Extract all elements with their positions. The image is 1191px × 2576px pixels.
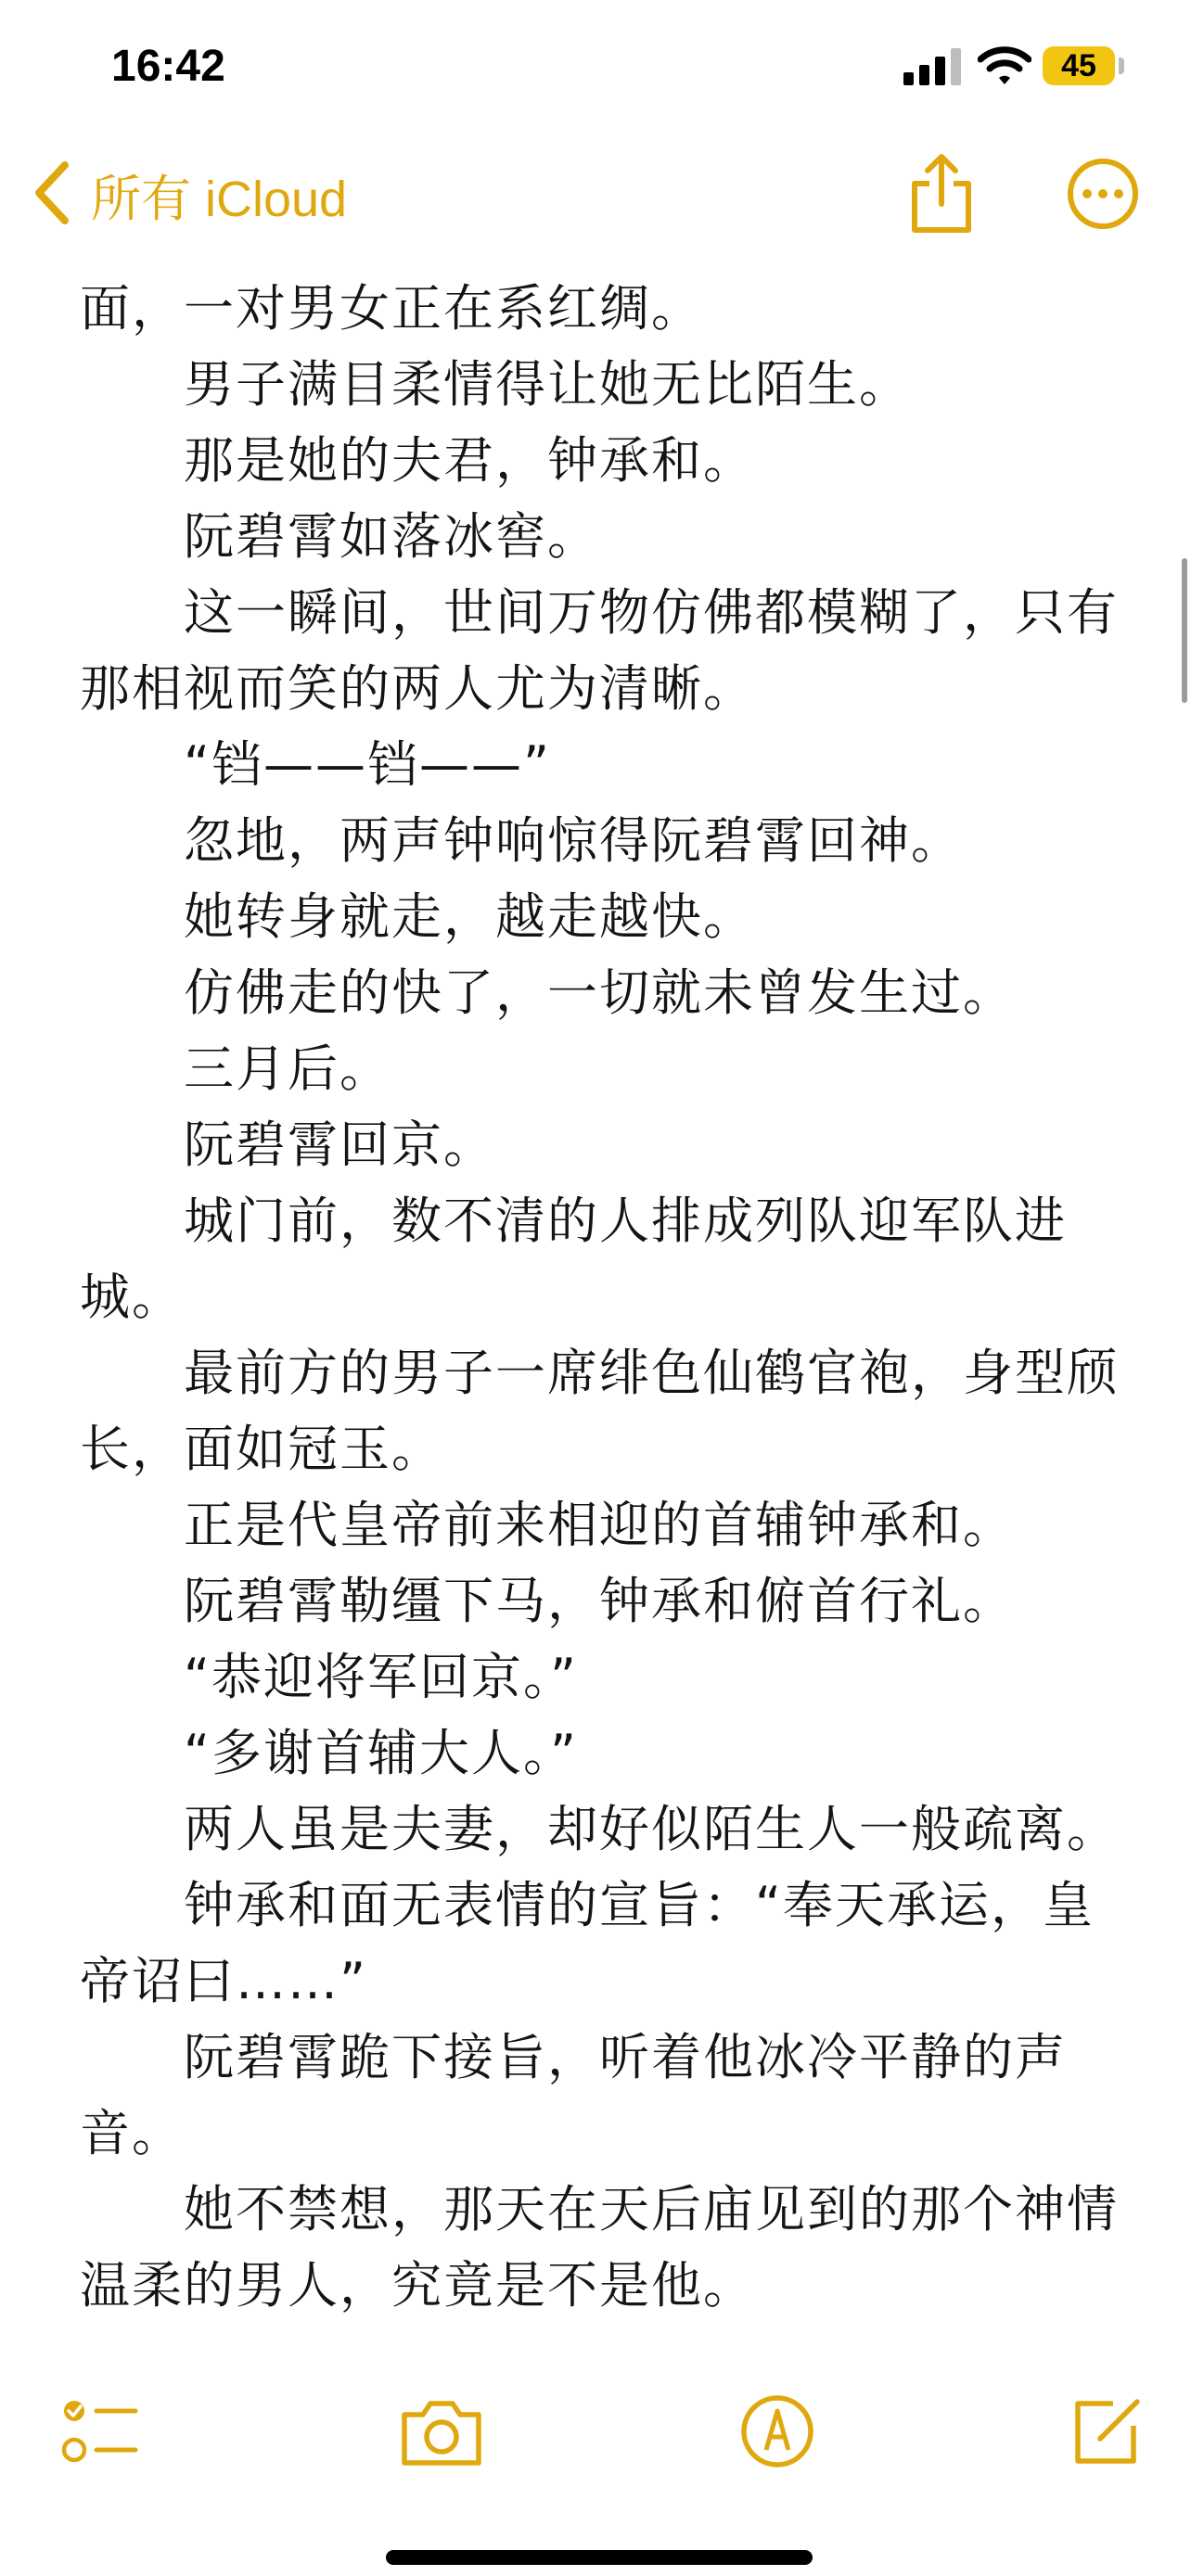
wifi-icon bbox=[978, 45, 1031, 89]
note-paragraph: “恭迎将军回京。” bbox=[184, 1648, 578, 1706]
note-paragraph: 她不禁想，那天在天后庙见到的那个神情温柔的男人，究竟是不是他。 bbox=[80, 2180, 1119, 2315]
back-label: 所有 iCloud bbox=[91, 171, 348, 227]
note-paragraph: 两人虽是夫妻，却好似陌生人一般疏离。 bbox=[184, 1800, 1119, 1858]
note-paragraph: 男子满目柔情得让她无比陌生。 bbox=[184, 355, 911, 414]
note-paragraph: 阮碧霄如落冰窖。 bbox=[184, 507, 599, 566]
home-indicator[interactable] bbox=[386, 2550, 813, 2565]
navigation-bar bbox=[0, 139, 1191, 250]
note-paragraph: 面，一对男女正在系红绸。 bbox=[80, 279, 703, 338]
checklist-icon bbox=[61, 2456, 139, 2474]
chevron-left-icon bbox=[33, 159, 70, 230]
status-bar bbox=[0, 0, 1191, 139]
note-paragraph: 城门前，数不清的人排成列队迎军队进城。 bbox=[80, 1192, 1067, 1326]
more-icon bbox=[1067, 216, 1139, 234]
note-body[interactable] bbox=[80, 271, 1119, 2324]
signal-icon bbox=[903, 48, 963, 89]
back-button[interactable] bbox=[33, 158, 347, 232]
note-paragraph: “铛——铛——” bbox=[184, 735, 551, 794]
note-paragraph: 阮碧霄回京。 bbox=[184, 1116, 495, 1174]
note-paragraph: 她转身就走，越走越快。 bbox=[184, 887, 755, 946]
bottom-toolbar bbox=[0, 2383, 1191, 2485]
note-paragraph: 忽地，两声钟响惊得阮碧霄回神。 bbox=[184, 811, 963, 870]
battery-cap bbox=[1119, 57, 1124, 74]
battery-icon: 45 bbox=[1043, 46, 1115, 85]
checklist-button[interactable] bbox=[61, 2392, 139, 2474]
more-button[interactable] bbox=[1067, 158, 1139, 234]
share-icon bbox=[907, 222, 976, 239]
camera-button[interactable] bbox=[397, 2392, 486, 2474]
note-paragraph: 钟承和面无表情的宣旨：“奉天承运，皇帝诏曰……” bbox=[80, 1876, 1095, 2010]
note-paragraph: 三月后。 bbox=[184, 1039, 391, 1098]
status-time: 16:42 bbox=[111, 42, 225, 91]
note-paragraph: 那是她的夫君，钟承和。 bbox=[184, 431, 755, 490]
compose-button[interactable] bbox=[1067, 2392, 1145, 2474]
markup-icon bbox=[738, 2456, 816, 2474]
compose-icon bbox=[1067, 2456, 1145, 2474]
markup-button[interactable] bbox=[738, 2392, 816, 2474]
note-paragraph: 这一瞬间，世间万物仿佛都模糊了，只有那相视而笑的两人尤为清晰。 bbox=[80, 583, 1119, 718]
note-paragraph: 仿佛走的快了，一切就未曾发生过。 bbox=[184, 963, 1015, 1022]
note-paragraph: 阮碧霄勒缰下马，钟承和俯首行礼。 bbox=[184, 1572, 1015, 1630]
note-paragraph: 正是代皇帝前来相迎的首辅钟承和。 bbox=[184, 1496, 1015, 1554]
note-paragraph: 最前方的男子一席绯色仙鹤官袍，身型颀长，面如冠玉。 bbox=[80, 1344, 1119, 1478]
scroll-indicator[interactable] bbox=[1182, 558, 1187, 703]
camera-icon bbox=[397, 2456, 486, 2474]
share-button[interactable] bbox=[907, 152, 976, 239]
note-paragraph: 阮碧霄跪下接旨，听着他冰冷平静的声音。 bbox=[80, 2028, 1067, 2162]
note-paragraph: “多谢首辅大人。” bbox=[184, 1724, 578, 1782]
